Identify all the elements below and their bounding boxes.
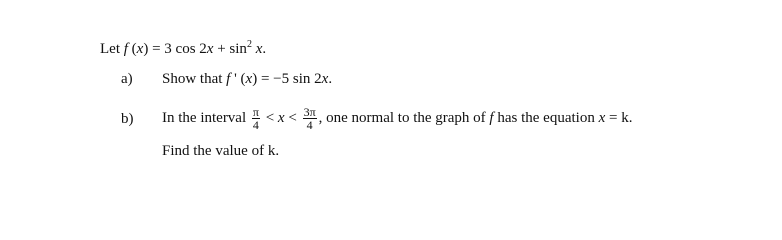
part-b-text1: In the interval <box>162 110 250 126</box>
intro-lead: Let <box>100 41 124 57</box>
part-a-f: f <box>226 71 231 87</box>
part-a-x2: x <box>321 71 329 87</box>
intro-x3: x <box>251 41 263 57</box>
frac1-num: π <box>252 105 259 120</box>
part-b-text4: = k. <box>605 110 633 126</box>
part-a-prime: ' ( <box>230 71 246 87</box>
part-b-x: x <box>277 110 285 126</box>
intro-period: . <box>262 41 267 57</box>
part-b-x2: x <box>598 110 606 126</box>
part-a-eq: ) = −5 sin 2 <box>252 71 322 87</box>
part-b-f: f <box>489 110 494 126</box>
part-b-text3: has the equation <box>493 110 599 126</box>
part-b-lt2: < <box>284 110 301 126</box>
intro-lparen: ( <box>127 41 137 57</box>
frac2-den: 4 <box>306 118 313 133</box>
intro-f: f <box>123 41 128 57</box>
frac2-num: 3π <box>303 105 316 120</box>
part-b-label: b) <box>121 111 134 127</box>
intro-cos: ) = 3 cos 2 <box>143 41 207 57</box>
part-b-find-line: Find the value of k. <box>162 143 280 159</box>
part-b-text2: , one normal to the graph of <box>318 110 490 126</box>
fraction-pi-over-4 <box>252 106 260 131</box>
part-a-x: x <box>245 71 253 87</box>
problem-intro-line <box>100 36 266 58</box>
part-a-period: . <box>328 71 333 87</box>
frac1-den: 4 <box>252 118 259 133</box>
part-b-lt1: < <box>261 110 278 126</box>
intro-sup: 2 <box>246 39 252 50</box>
part-a-show: Show that <box>162 71 227 87</box>
fraction-3pi-over-4 <box>303 106 317 131</box>
intro-sin: + sin <box>213 41 247 57</box>
part-b-line <box>162 103 632 133</box>
intro-x2: x <box>206 41 214 57</box>
intro-x: x <box>136 41 144 57</box>
part-a-line <box>162 70 332 88</box>
part-a-label: a) <box>121 71 133 87</box>
